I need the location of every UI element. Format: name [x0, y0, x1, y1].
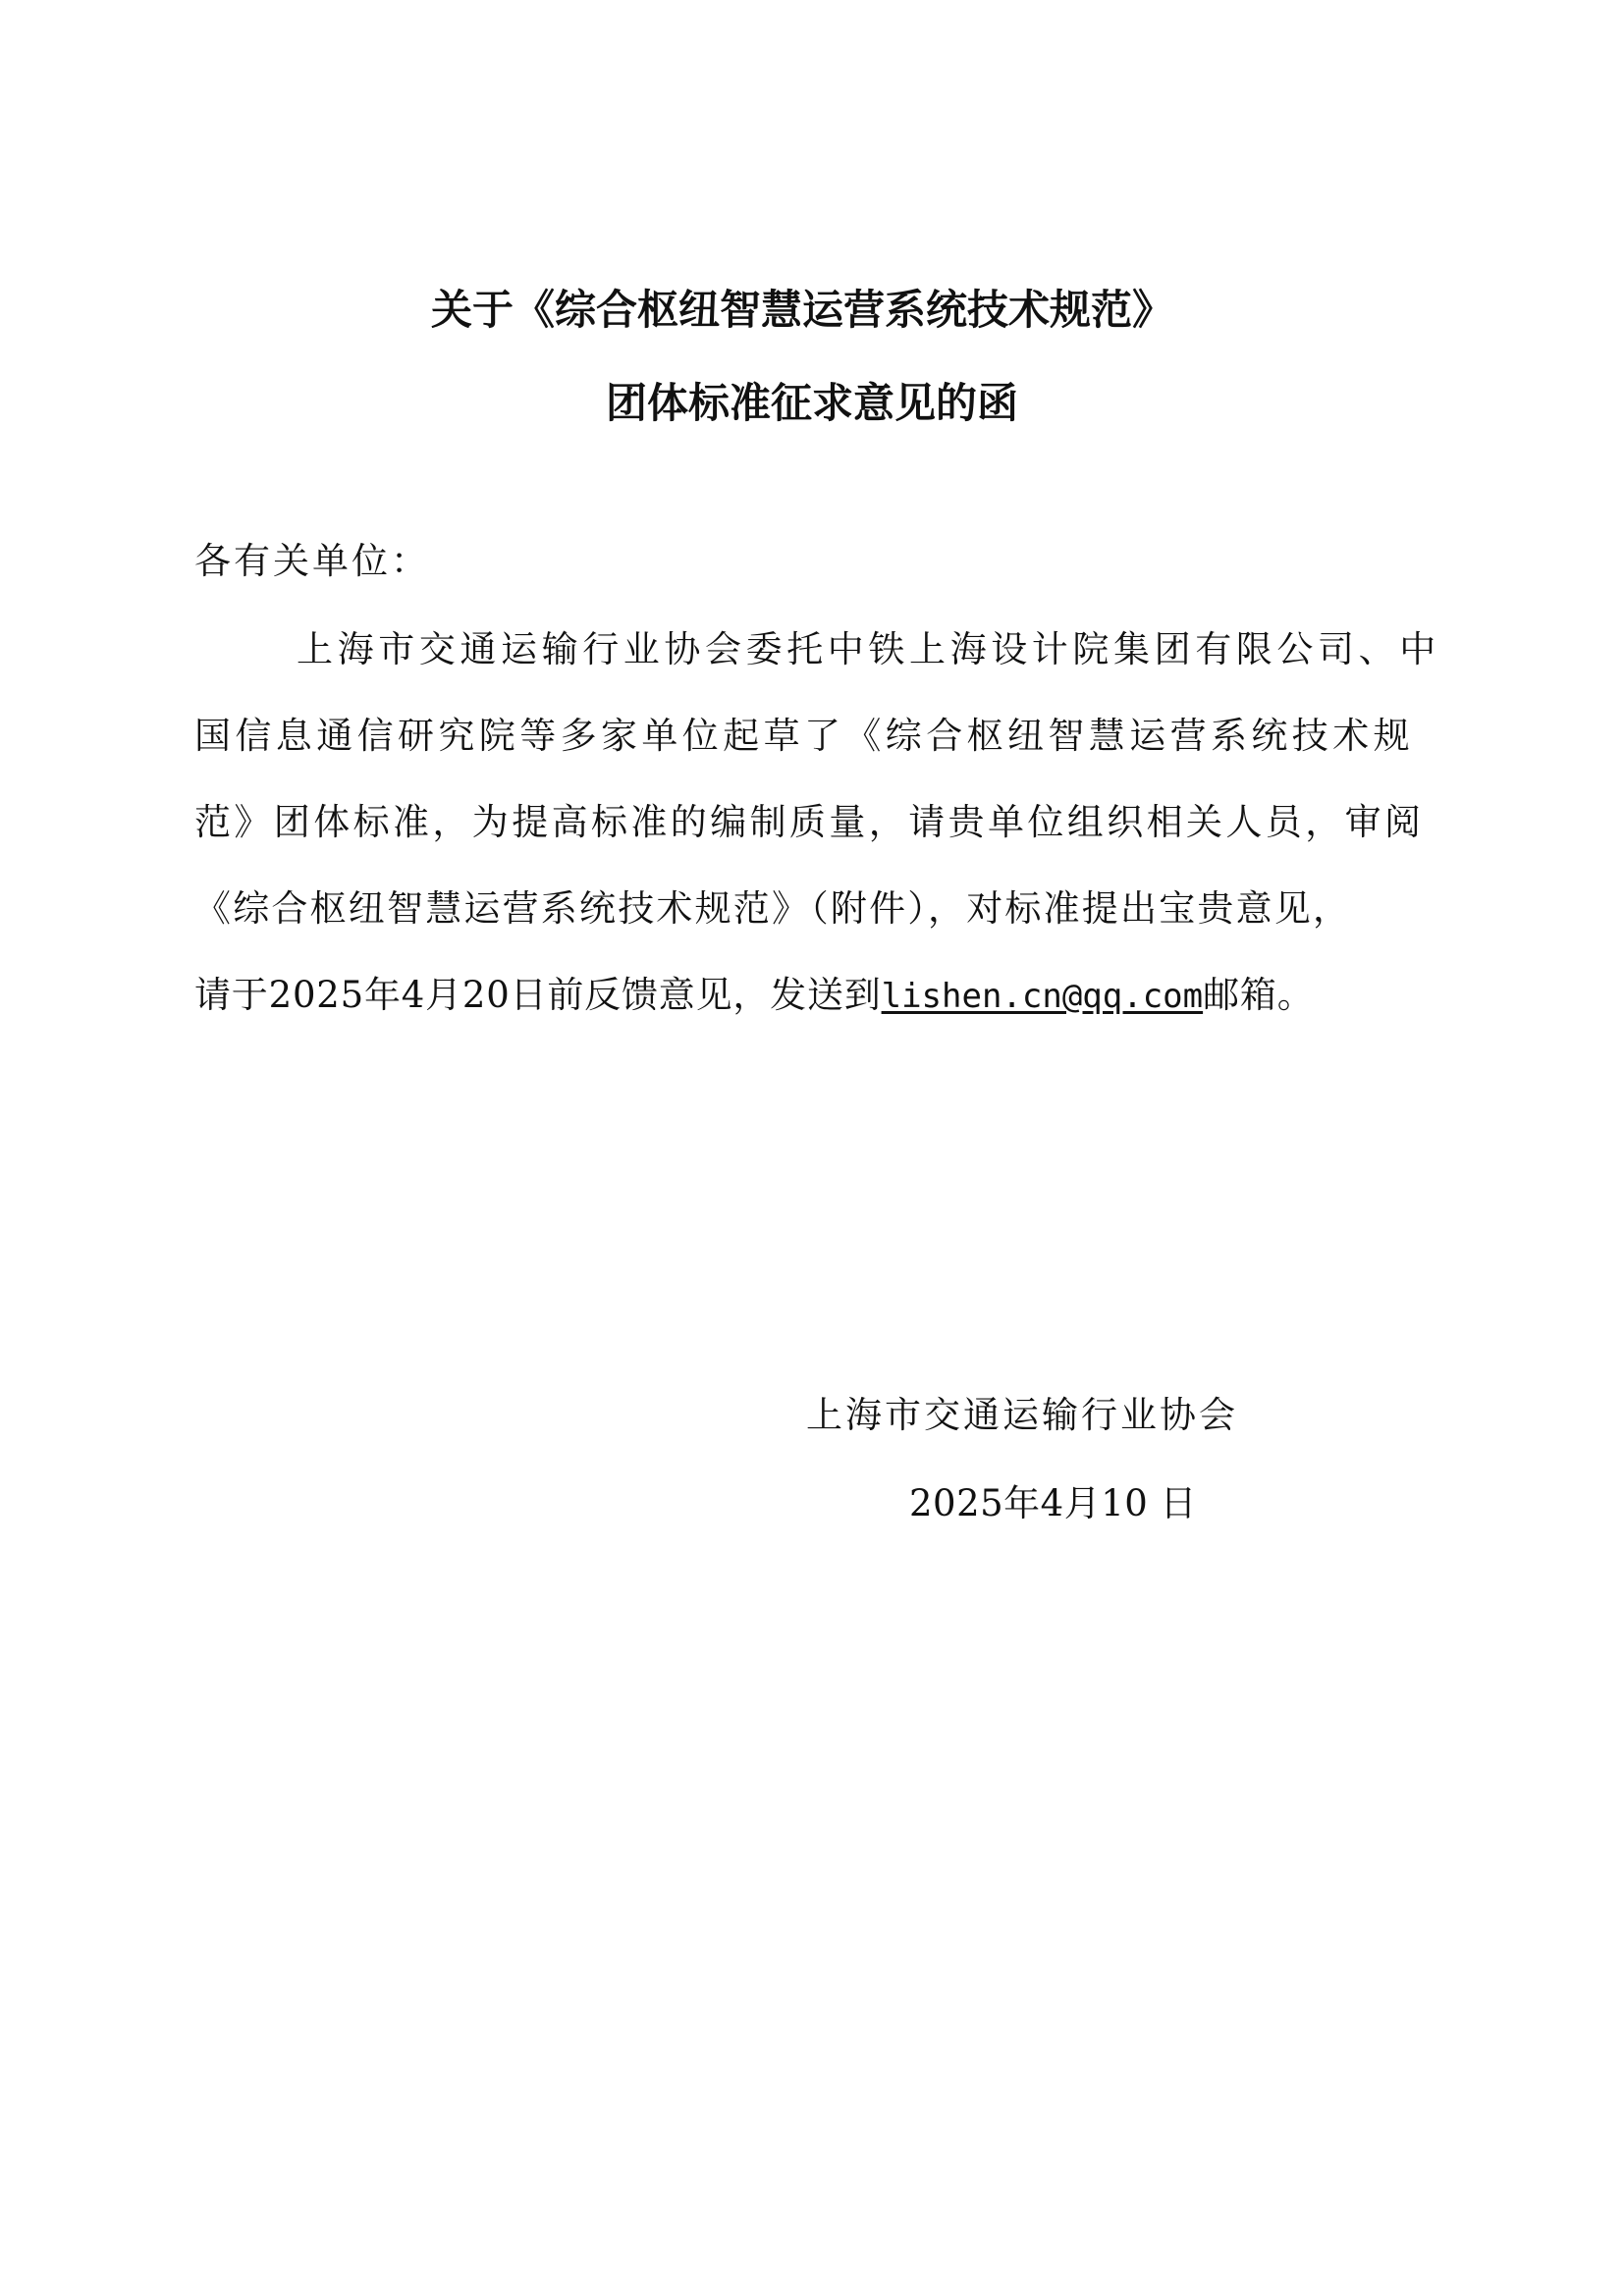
signature-organization: 上海市交通运输行业协会 — [806, 1394, 1238, 1436]
body-paragraph-line-5 — [194, 974, 1315, 1018]
letter-title-line-1: 关于《综合枢纽智慧运营系统技术规范》 — [430, 286, 1173, 334]
body-paragraph-line-1: 上海市交通运输行业协会委托中铁上海设计院集团有限公司、中 — [297, 628, 1440, 670]
letter-title-line-2: 团体标准征求意见的函 — [605, 379, 1018, 427]
email-link[interactable]: lishen.cn@qq.com — [881, 977, 1204, 1016]
salutation: 各有关单位： — [194, 540, 430, 582]
body-paragraph-line-3: 范》团体标准，为提高标准的编制质量，请贵单位组织相关人员，审阅 — [194, 801, 1425, 843]
body-paragraph-line-2: 国信息通信研究院等多家单位起草了《综合枢纽智慧运营系统技术规 — [194, 715, 1414, 757]
signature-date: 2025年4月10 日 — [909, 1482, 1198, 1524]
mailbox-text: 邮箱。 — [1203, 974, 1315, 1016]
deadline-text: 请于2025年4月20日前反馈意见，发送到 — [194, 974, 882, 1016]
body-paragraph-line-4: 《综合枢纽智慧运营系统技术规范》（附件），对标准提出宝贵意见， — [194, 887, 1352, 930]
